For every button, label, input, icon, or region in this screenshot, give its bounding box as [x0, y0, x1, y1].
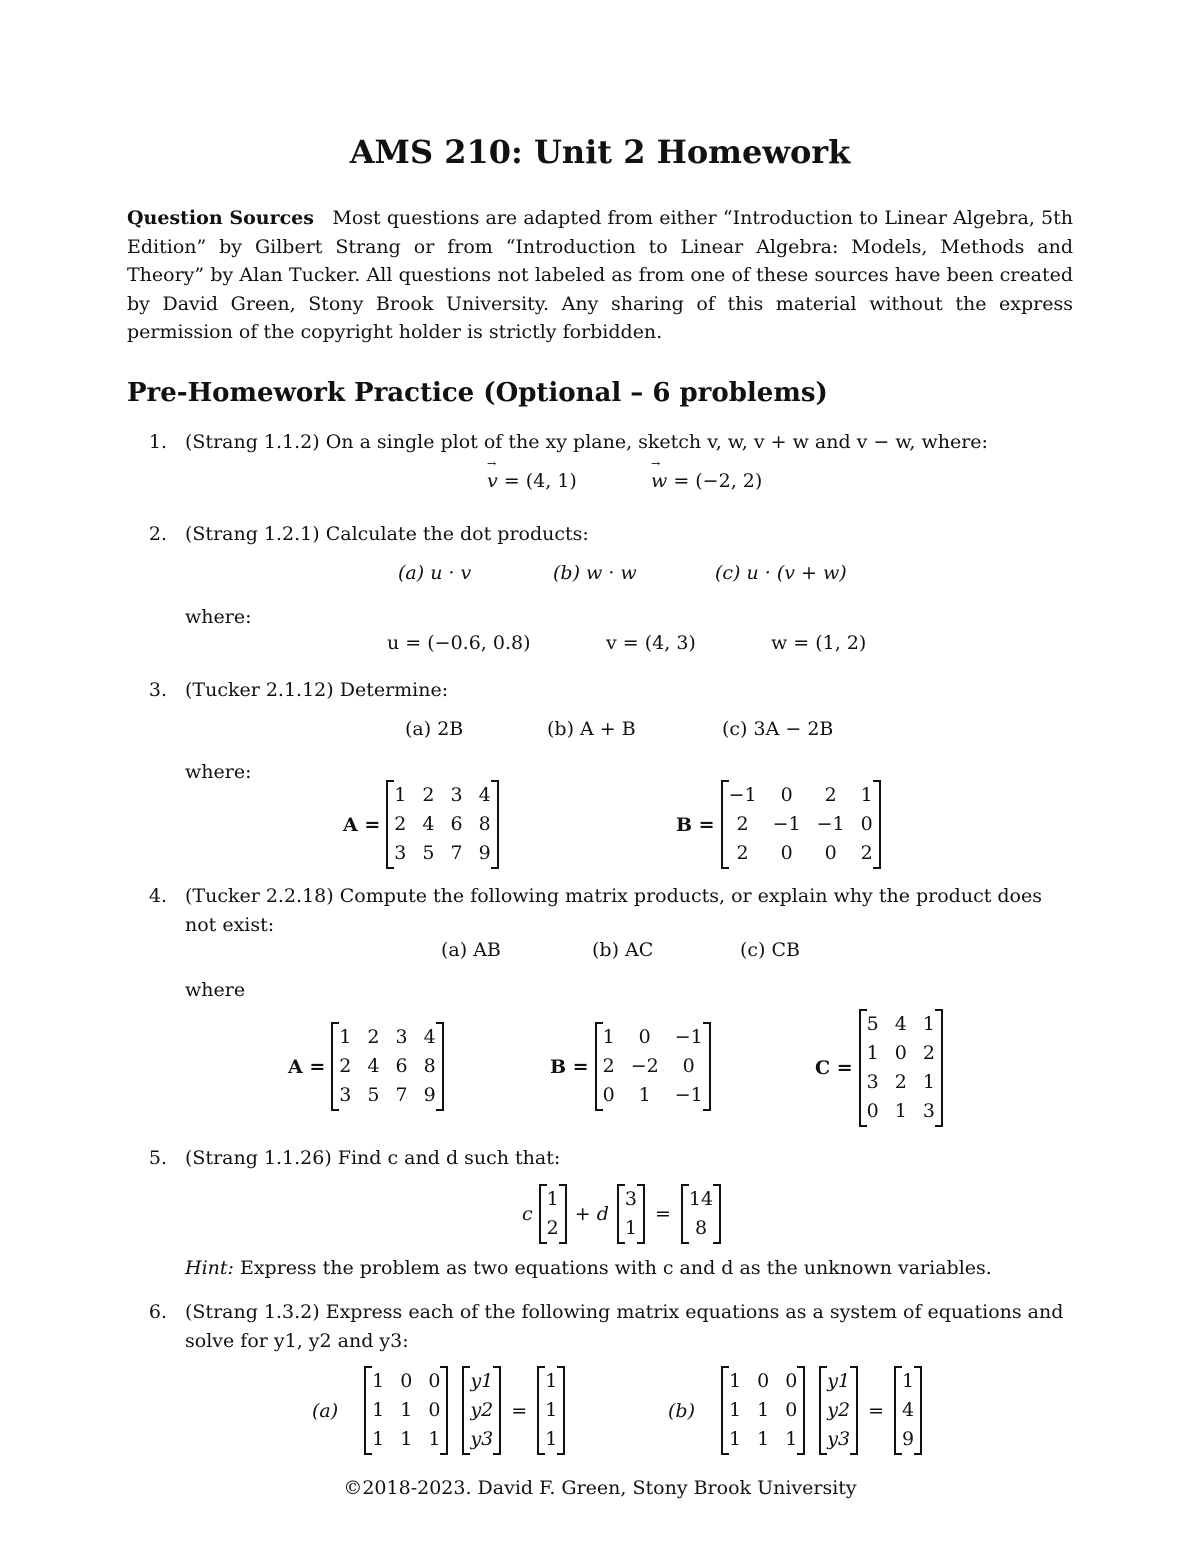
matrix-cell: 0 — [780, 784, 793, 806]
matrix-cell: −1 — [728, 784, 757, 806]
matrix-cell: 1 — [372, 1370, 385, 1392]
matrix-cell: 1 — [729, 1399, 742, 1421]
q5-equation — [522, 1184, 721, 1244]
equals-sign: = — [868, 1399, 885, 1422]
matrix-cell: 2 — [602, 1055, 615, 1077]
matrix-cell: 3 — [922, 1100, 935, 1122]
matrix-cell: 8 — [423, 1055, 436, 1077]
matrix-label: B = — [550, 1055, 589, 1078]
question-number: 2. — [148, 523, 167, 545]
matrix-cell: 1 — [757, 1399, 770, 1421]
matrix-cell: −1 — [674, 1084, 703, 1106]
matrix-cell: 1 — [546, 1188, 559, 1210]
intro-text: Most questions are adapted from either “Introduction to Linear Algebra, 5th Edition” by Gilbert Strang or from “Introduction to Linear Algebra: Models, Methods and Theory” by Alan Tucker. All questions not labeled as from one of these sources have been created by David Green, Stony Brook University. Any sharing of this material without the express permission of the copyright holder is strictly forbidden. — [127, 207, 1073, 343]
matrix-cell: 6 — [450, 813, 463, 835]
matrix-cell: 4 — [478, 784, 491, 806]
matrix-cell: 8 — [478, 813, 491, 835]
matrix-cell: 2 — [394, 813, 407, 835]
matrix-cell: 2 — [546, 1217, 559, 1239]
question-number: 5. — [148, 1147, 167, 1169]
matrix-cell: 8 — [694, 1217, 708, 1239]
matrix-cell: −2 — [630, 1055, 659, 1077]
matrix-cell: 1 — [860, 784, 873, 806]
matrix-cell: 1 — [545, 1428, 558, 1450]
matrix-cell: 1 — [785, 1428, 798, 1450]
matrix-cell: 1 — [400, 1399, 413, 1421]
matrix-cell: 1 — [400, 1428, 413, 1450]
matrix-cell: 0 — [785, 1399, 798, 1421]
matrix-cell: 1 — [545, 1370, 558, 1392]
q4-part-a: (a) AB — [441, 939, 501, 961]
matrix-cell: −1 — [816, 813, 845, 835]
q1-v-def: → v = (4, 1) — [487, 470, 577, 492]
matrix-cell: 1 — [922, 1071, 935, 1093]
matrix-label: A = — [288, 1055, 326, 1078]
q2-w-def: w = (1, 2) — [771, 632, 867, 654]
question-number: 4. — [148, 885, 167, 907]
matrix-cell: 1 — [372, 1399, 385, 1421]
coefficient-matrix — [364, 1366, 448, 1455]
matrix-cell: 0 — [400, 1370, 413, 1392]
matrix-cell: 0 — [638, 1026, 651, 1048]
matrix-cell: 7 — [450, 842, 463, 864]
matrix-cell: 0 — [866, 1100, 879, 1122]
matrix-cell: 1 — [602, 1026, 615, 1048]
question-number: 1. — [148, 431, 167, 453]
matrix-cell: 3 — [395, 1026, 408, 1048]
matrix-cell: 0 — [682, 1055, 695, 1077]
q6-equation-a — [312, 1366, 565, 1455]
hint-text: Express the problem as two equations with c and d as the unknown variables. — [239, 1257, 992, 1279]
matrix-cell: 0 — [860, 813, 873, 835]
question-text: (Tucker 2.2.18) Compute the following matrix products, or explain why the product does not exist: — [185, 885, 1042, 936]
matrix-cell: 1 — [894, 1100, 907, 1122]
matrix-cell: 5 — [367, 1084, 380, 1106]
question-text: (Strang 1.3.2) Express each of the following matrix equations as a system of equations and solve for y1, y2 and y3: — [185, 1301, 1064, 1352]
part-label: (b) — [668, 1399, 695, 1422]
matrix-cell: 0 — [428, 1399, 441, 1421]
coeff-d: + d — [574, 1203, 609, 1225]
q3-matrix-a — [343, 780, 499, 869]
matrix-cell: 3 — [866, 1071, 879, 1093]
section-heading: Pre-Homework Practice (Optional – 6 problems) — [127, 378, 828, 408]
q4-where: where — [185, 979, 246, 1001]
hint-label: Hint: — [185, 1257, 234, 1279]
matrix-cell: 2 — [422, 784, 435, 806]
matrix-cell: 0 — [824, 842, 837, 864]
unknown-vector — [819, 1366, 858, 1455]
vector-rhs — [681, 1184, 721, 1244]
matrix-cell: 1 — [339, 1026, 352, 1048]
matrix-cell: 1 — [729, 1370, 742, 1392]
matrix-cell: 2 — [367, 1026, 380, 1048]
matrix-cell: 1 — [372, 1428, 385, 1450]
matrix-cell: 3 — [624, 1188, 637, 1210]
matrix-label: C = — [815, 1057, 853, 1079]
matrix-cell: 9 — [423, 1084, 436, 1106]
matrix-body — [331, 1022, 443, 1111]
matrix-cell: 0 — [780, 842, 793, 864]
q3-part-a: (a) 2B — [405, 718, 464, 740]
vector-2 — [617, 1184, 645, 1244]
question-text: (Tucker 2.1.12) Determine: — [185, 679, 449, 701]
matrix-cell: 2 — [824, 784, 837, 806]
matrix-body — [859, 1009, 943, 1127]
intro-label: Question Sources — [127, 207, 314, 229]
q2-part-b: (b) w · w — [553, 562, 637, 584]
matrix-cell: y1 — [470, 1370, 494, 1392]
matrix-cell: 1 — [545, 1399, 558, 1421]
matrix-cell: 1 — [428, 1428, 441, 1450]
q3-where: where: — [185, 761, 252, 783]
equals-sign: = — [511, 1399, 528, 1422]
q2-where: where: — [185, 606, 252, 628]
matrix-cell: 4 — [423, 1026, 436, 1048]
q1-w-def: → w = (−2, 2) — [651, 470, 762, 492]
matrix-label: A = — [343, 813, 381, 836]
q4-part-c: (c) CB — [740, 939, 801, 961]
matrix-cell: 2 — [894, 1071, 907, 1093]
q5-hint — [185, 1254, 992, 1283]
matrix-cell: 1 — [902, 1370, 915, 1392]
q2-u-def: u = (−0.6, 0.8) — [387, 632, 531, 654]
matrix-cell: 3 — [394, 842, 407, 864]
coeff-c: c — [522, 1203, 533, 1225]
equals-sign: = — [654, 1203, 671, 1225]
matrix-cell: 4 — [422, 813, 435, 835]
coefficient-matrix — [721, 1366, 805, 1455]
matrix-cell: 1 — [624, 1217, 637, 1239]
page-title: AMS 210: Unit 2 Homework — [349, 133, 851, 171]
matrix-cell: 4 — [894, 1013, 907, 1035]
matrix-cell: 0 — [602, 1084, 615, 1106]
rhs-vector — [537, 1366, 565, 1455]
matrix-cell: 9 — [478, 842, 491, 864]
intro-paragraph — [127, 204, 1073, 347]
question-text: (Strang 1.1.2) On a single plot of the xy plane, sketch v, w, v + w and v − w, where: — [185, 431, 988, 453]
matrix-cell: 6 — [395, 1055, 408, 1077]
matrix-cell: 2 — [922, 1042, 935, 1064]
matrix-cell: 14 — [688, 1188, 714, 1210]
matrix-cell: 4 — [367, 1055, 380, 1077]
matrix-cell: y3 — [470, 1428, 494, 1450]
unknown-vector — [462, 1366, 501, 1455]
matrix-cell: 2 — [339, 1055, 352, 1077]
matrix-cell: 1 — [866, 1042, 879, 1064]
matrix-cell: y2 — [827, 1399, 851, 1421]
vector-1 — [539, 1184, 567, 1244]
matrix-cell: 9 — [902, 1428, 915, 1450]
matrix-cell: 5 — [866, 1013, 879, 1035]
q4-part-b: (b) AC — [592, 939, 654, 961]
matrix-cell: 2 — [860, 842, 873, 864]
q4-matrix-a — [288, 1022, 444, 1111]
matrix-body — [721, 780, 881, 869]
matrix-cell: 1 — [638, 1084, 651, 1106]
question-text: (Strang 1.2.1) Calculate the dot products: — [185, 523, 589, 545]
matrix-cell: 1 — [729, 1428, 742, 1450]
matrix-cell: 1 — [922, 1013, 935, 1035]
matrix-label: B = — [676, 813, 715, 836]
matrix-cell: 2 — [736, 813, 749, 835]
matrix-cell: 2 — [736, 842, 749, 864]
matrix-cell: 4 — [902, 1399, 915, 1421]
matrix-cell: y2 — [470, 1399, 494, 1421]
matrix-cell: 3 — [339, 1084, 352, 1106]
matrix-cell: y1 — [827, 1370, 851, 1392]
matrix-cell: 1 — [757, 1428, 770, 1450]
matrix-body — [386, 780, 498, 869]
matrix-cell: 0 — [757, 1370, 770, 1392]
matrix-cell: 1 — [394, 784, 407, 806]
q2-v-def: v = (4, 3) — [606, 632, 696, 654]
matrix-cell: 7 — [395, 1084, 408, 1106]
matrix-body — [595, 1022, 711, 1111]
matrix-cell: −1 — [674, 1026, 703, 1048]
q4-matrix-b — [550, 1022, 711, 1111]
q2-part-a: (a) u · v — [398, 562, 472, 584]
q3-part-c: (c) 3A − 2B — [722, 718, 834, 740]
question-number: 3. — [148, 679, 167, 701]
q4-matrix-c — [815, 1009, 943, 1127]
matrix-cell: 0 — [785, 1370, 798, 1392]
question-text: (Strang 1.1.26) Find c and d such that: — [185, 1147, 561, 1169]
q3-matrix-b — [676, 780, 881, 869]
q6-equation-b — [668, 1366, 922, 1455]
matrix-cell: 0 — [428, 1370, 441, 1392]
q3-part-b: (b) A + B — [547, 718, 636, 740]
part-label: (a) — [312, 1399, 339, 1422]
matrix-cell: 0 — [894, 1042, 907, 1064]
matrix-cell: 5 — [422, 842, 435, 864]
matrix-cell: y3 — [827, 1428, 851, 1450]
rhs-vector — [894, 1366, 922, 1455]
question-number: 6. — [148, 1301, 167, 1323]
matrix-cell: −1 — [772, 813, 801, 835]
q2-part-c: (c) u · (v + w) — [715, 562, 847, 584]
matrix-cell: 3 — [450, 784, 463, 806]
copyright-footer: ©2018-2023. David F. Green, Stony Brook University — [343, 1477, 857, 1499]
